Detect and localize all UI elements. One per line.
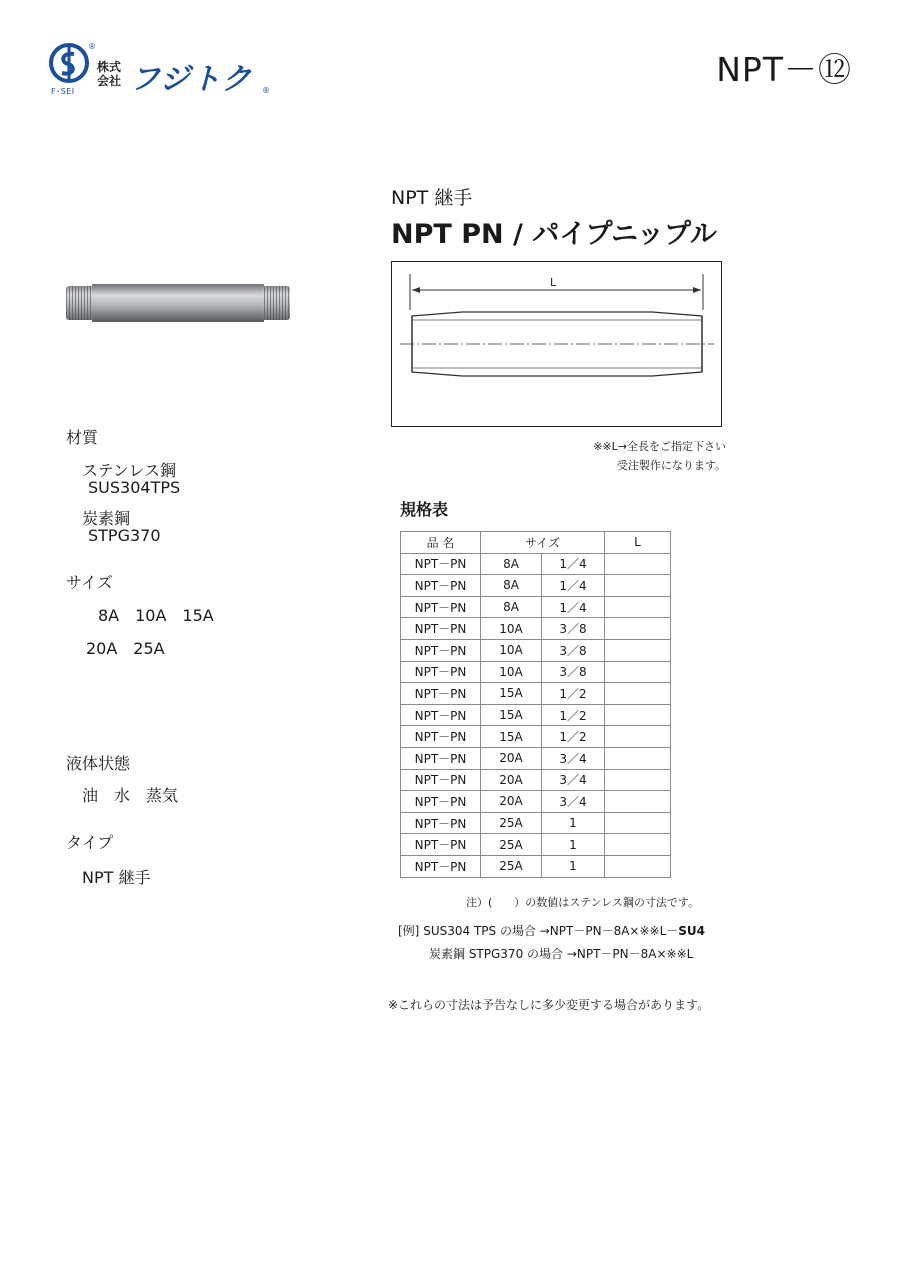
spec-table-title: 規格表 [400, 500, 449, 519]
table-row [401, 575, 671, 597]
cell-length [605, 661, 671, 683]
cell-size-a: 10A [481, 661, 542, 683]
disclaimer: ※これらの寸法は予告なしに多少変更する場合があります。 [388, 998, 710, 1012]
cell-product-name: NPT－PN [401, 596, 481, 618]
table-row [401, 596, 671, 618]
length-note: ※※L→全長をご指定下さい [593, 440, 726, 453]
type-heading: タイプ [66, 833, 114, 852]
size-row-2: 20A 25A [86, 639, 165, 658]
cell-product-name: NPT－PN [401, 553, 481, 575]
cell-length [605, 726, 671, 748]
header-size: サイズ [481, 532, 605, 554]
cell-size-a: 25A [481, 834, 542, 856]
cell-length [605, 834, 671, 856]
company-prefix-bottom: 会社 [97, 74, 122, 88]
cell-size-inch: 1／2 [542, 704, 605, 726]
product-category: NPT 継手 [391, 187, 473, 209]
cell-size-a: 15A [481, 683, 542, 705]
cell-length [605, 747, 671, 769]
cell-product-name: NPT－PN [401, 726, 481, 748]
table-row [401, 618, 671, 640]
cell-length [605, 553, 671, 575]
cell-length [605, 683, 671, 705]
material-1-name: ステンレス鋼 [82, 461, 177, 480]
registered-mark-icon: ® [262, 86, 270, 95]
cell-size-inch: 3／8 [542, 639, 605, 661]
type-value: NPT 継手 [82, 868, 151, 887]
page-code: NPT－⑫ [716, 50, 852, 89]
cell-size-inch: 1 [542, 855, 605, 877]
table-note: 注）( ）の数値はステンレス鋼の寸法です。 [466, 896, 700, 909]
cell-length [605, 791, 671, 813]
cell-size-inch: 1／2 [542, 726, 605, 748]
cell-size-a: 25A [481, 855, 542, 877]
registered-mark-icon: ® [88, 42, 96, 51]
example-1-suffix: SU4 [678, 924, 706, 938]
example-label: [例] [398, 924, 420, 938]
fsei-logo-mark-icon [48, 42, 90, 86]
material-2-name: 炭素鋼 [82, 509, 131, 528]
cell-size-inch: 3／4 [542, 769, 605, 791]
table-row [401, 791, 671, 813]
table-row [401, 834, 671, 856]
cell-product-name: NPT－PN [401, 575, 481, 597]
cell-product-name: NPT－PN [401, 618, 481, 640]
cell-size-inch: 1／4 [542, 596, 605, 618]
cell-size-a: 8A [481, 575, 542, 597]
table-row [401, 855, 671, 877]
material-heading: 材質 [66, 428, 99, 447]
cell-length [605, 618, 671, 640]
logo-subtext: F･SEI [51, 87, 75, 96]
cell-size-a: 10A [481, 618, 542, 640]
example-line-2: 炭素鋼 STPG370 の場合 →NPT－PN－8A×※※L [429, 947, 694, 961]
cell-product-name: NPT－PN [401, 683, 481, 705]
material-1-code: SUS304TPS [88, 478, 181, 497]
spec-table-body [401, 553, 671, 877]
cell-size-a: 25A [481, 812, 542, 834]
made-to-order-note: 受注製作になります。 [616, 459, 726, 472]
spec-table [400, 531, 671, 878]
fluid-heading: 液体状態 [66, 754, 131, 773]
cell-size-a: 15A [481, 726, 542, 748]
table-row [401, 704, 671, 726]
header-length: L [605, 532, 671, 554]
header-product-name: 品 名 [401, 532, 481, 554]
table-row [401, 553, 671, 575]
company-name: フジトク [130, 62, 253, 97]
cell-size-inch: 3／8 [542, 661, 605, 683]
cell-size-inch: 3／4 [542, 747, 605, 769]
pipe-nipple-photo-icon [66, 282, 290, 324]
material-2-code: STPG370 [88, 526, 161, 545]
table-row [401, 726, 671, 748]
cell-product-name: NPT－PN [401, 661, 481, 683]
example-1-text: SUS304 TPS の場合 →NPT－PN－8A×※※L－ [423, 924, 679, 938]
cell-length [605, 769, 671, 791]
cell-product-name: NPT－PN [401, 747, 481, 769]
cell-size-a: 20A [481, 747, 542, 769]
cell-length [605, 575, 671, 597]
cell-size-inch: 3／4 [542, 791, 605, 813]
cell-size-a: 20A [481, 769, 542, 791]
size-heading: サイズ [66, 573, 113, 592]
cell-product-name: NPT－PN [401, 834, 481, 856]
company-logo [48, 42, 278, 100]
company-prefix [97, 60, 121, 88]
cell-size-inch: 3／8 [542, 618, 605, 640]
cell-size-inch: 1／4 [542, 575, 605, 597]
cell-size-inch: 1 [542, 834, 605, 856]
cell-product-name: NPT－PN [401, 791, 481, 813]
cell-product-name: NPT－PN [401, 855, 481, 877]
cell-length [605, 812, 671, 834]
cell-size-a: 15A [481, 704, 542, 726]
cell-size-a: 8A [481, 596, 542, 618]
product-title: NPT PN / パイプニップル [391, 219, 717, 250]
technical-drawing [391, 261, 722, 427]
cell-product-name: NPT－PN [401, 639, 481, 661]
dimension-label: L [550, 276, 557, 289]
cell-length [605, 855, 671, 877]
cell-size-inch: 1／4 [542, 553, 605, 575]
cell-product-name: NPT－PN [401, 812, 481, 834]
company-prefix-top: 株式 [97, 60, 122, 74]
table-row [401, 639, 671, 661]
size-row-1: 8A 10A 15A [98, 606, 214, 625]
table-row [401, 683, 671, 705]
cell-product-name: NPT－PN [401, 704, 481, 726]
table-row [401, 769, 671, 791]
cell-size-a: 10A [481, 639, 542, 661]
cell-size-inch: 1 [542, 812, 605, 834]
cell-product-name: NPT－PN [401, 769, 481, 791]
cell-size-a: 8A [481, 553, 542, 575]
cell-length [605, 639, 671, 661]
table-row [401, 747, 671, 769]
cell-length [605, 596, 671, 618]
cell-size-inch: 1／2 [542, 683, 605, 705]
cell-size-a: 20A [481, 791, 542, 813]
example-line-1 [398, 922, 705, 939]
table-row [401, 812, 671, 834]
table-header-row [401, 532, 671, 554]
table-row [401, 661, 671, 683]
cell-length [605, 704, 671, 726]
fluid-value: 油 水 蒸気 [82, 786, 179, 805]
